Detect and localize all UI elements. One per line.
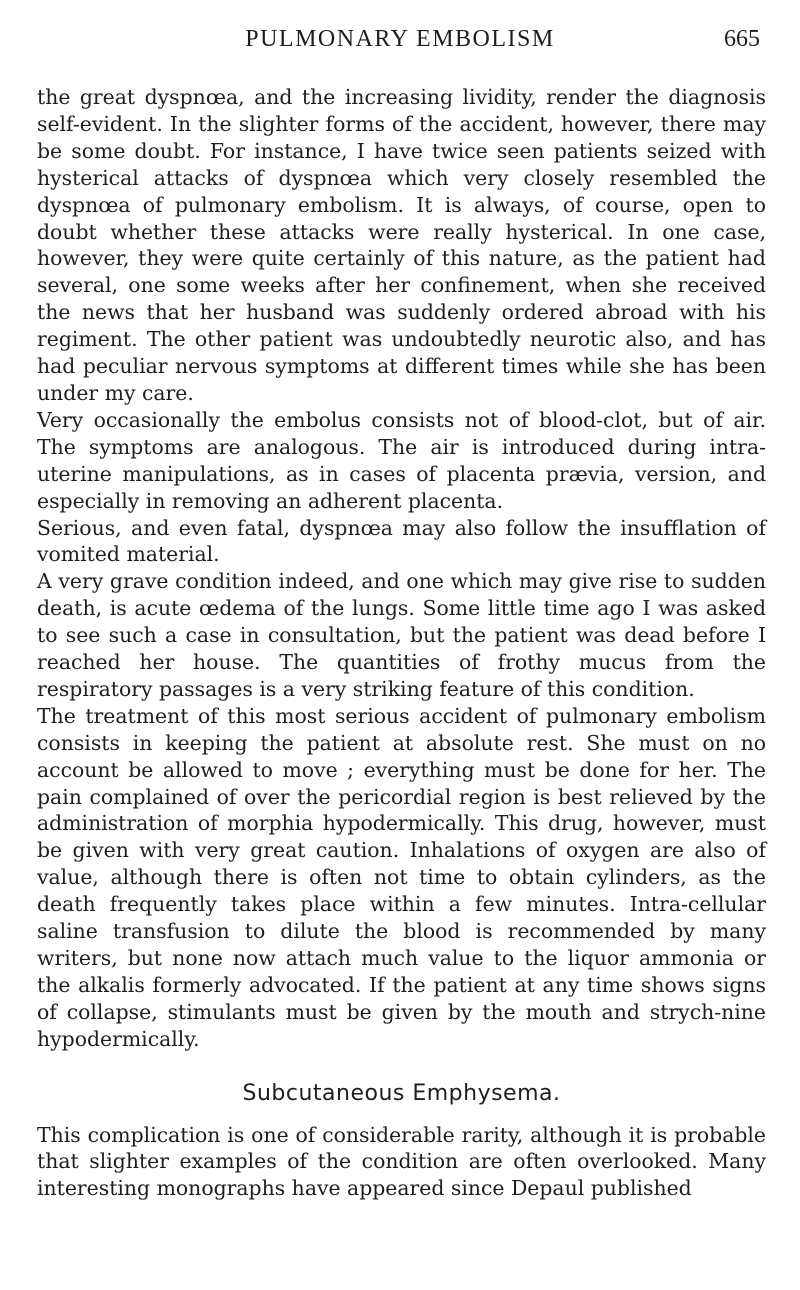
paragraph: The treatment of this most serious accident of pulmonary embolism consists in keeping the patient at absolute rest. She must on no account be allowed to move ; everything must be done for her. The pain complained of over the pericordial region is best relieved by the administration of morphia hypodermically. This drug, however, must be given with very great caution. Inhalations of oxygen are also of value, although there is often not time to obtain cylinders, as the death frequently takes place within a few minutes. Intra-cellular saline transfusion to dilute the blood is recommended by many writers, but none now attach much value to the liquor ammonia or the alkalis formerly advocated. If the patient at any time shows signs of collapse, stimulants must be given by the mouth and strych-nine hypodermically. (37, 703, 766, 1051)
paragraph: A very grave condition indeed, and one which may give rise to sudden death, is acute œdema of the lungs. Some little time ago I was asked to see such a case in consultation, but the patient was dead before I reached her house. The quantities of frothy mucus from the respiratory passages is a very striking feature of this condition. (37, 569, 766, 701)
running-title: PULMONARY EMBOLISM (245, 26, 555, 52)
paragraph: Serious, and even fatal, dyspnœa may also follow the insufflation of vomited material. (37, 515, 766, 567)
section-heading: Subcutaneous Emphysema. (242, 1080, 561, 1106)
page-number: 665 (724, 26, 760, 52)
paragraph: This complication is one of considerable rarity, although it is probable that slighter examples of the condition are often overlooked. Many interesting monographs have appeared since Depaul published (37, 1122, 766, 1201)
paragraph: the great dyspnœa, and the increasing lividity, render the diagnosis self-evident. In the slighter forms of the accident, however, there may be some doubt. For instance, I have twice seen patients seized with hysterical attacks of dyspnœa which very closely resembled the dyspnœa of pulmonary embolism. It is always, of course, open to doubt whether these attacks were really hysterical. In one case, however, they were quite certainly of this nature, as the patient had several, one some weeks after her confinement, when she received the news that her husband was suddenly ordered abroad with his regiment. The other patient was undoubtedly neurotic also, and has had peculiar nervous symptoms at different times while she has been under my care. (37, 85, 766, 405)
running-head (0, 18, 800, 58)
paragraph: Very occasionally the embolus consists not of blood-clot, but of air. The symptoms are analogous. The air is introduced during intra-uterine manipulations, as in cases of placenta prævia, version, and especially in removing an adherent placenta. (37, 407, 766, 513)
body-text (37, 84, 766, 1202)
